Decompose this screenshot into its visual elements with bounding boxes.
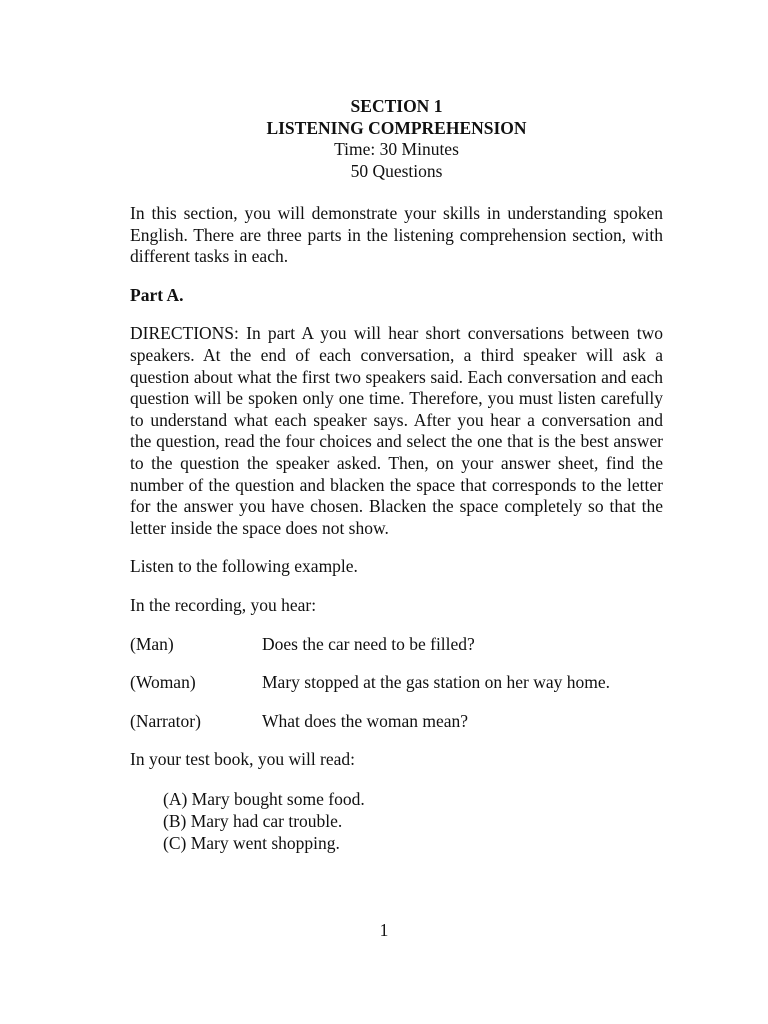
speaker-label: (Narrator) [130, 710, 201, 731]
section-heading [130, 96, 663, 182]
part-a-title: Part A. [130, 284, 184, 305]
part-a-directions: DIRECTIONS: In part A you will hear short conversations between two speakers. At the end of each conversation, a third speaker will ask a question about what the first two speakers said. Each conversation and each question will be spoken only one time. Therefore, you must listen carefully to understand what each speaker says. After you hear a conversation and the question, read the four choices and select the one that is the best answer to the question the speaker asked. Then, on your answer sheet, find the number of the question and blacken the space that corresponds to the letter for the answer you have chosen. Blacken the space completely so that the letter inside the space does not show. [130, 323, 663, 538]
intro-paragraph: In this section, you will demonstrate your skills in understanding spoken English. There are three parts in the listening comprehension section, with different tasks in each. [130, 203, 663, 267]
choice-a: (A) Mary bought some food. [163, 788, 365, 809]
question-count: 50 Questions [350, 160, 443, 181]
speaker-label: (Man) [130, 633, 174, 654]
section-title: LISTENING COMPREHENSION [266, 117, 527, 138]
utterance-text: Does the car need to be filled? [262, 633, 475, 654]
dialogue-line-narrator [130, 711, 663, 733]
choice-c: (C) Mary went shopping. [163, 832, 340, 853]
answer-choices [130, 788, 663, 854]
time-limit: Time: 30 Minutes [334, 139, 459, 159]
document-page [130, 96, 663, 854]
choice-b: (B) Mary had car trouble. [163, 810, 343, 831]
utterance-text: Mary stopped at the gas station on her way home. [262, 672, 610, 693]
recording-intro: In the recording, you hear: [130, 594, 317, 615]
speaker-label: (Woman) [130, 672, 196, 693]
dialogue-line-man [130, 634, 663, 656]
page-number: 1 [379, 920, 389, 940]
dialogue-line-woman [130, 672, 663, 694]
section-number: SECTION 1 [350, 96, 443, 116]
utterance-text: What does the woman mean? [262, 710, 469, 731]
test-book-intro: In your test book, you will read: [130, 749, 356, 770]
example-intro: Listen to the following example. [130, 556, 358, 577]
